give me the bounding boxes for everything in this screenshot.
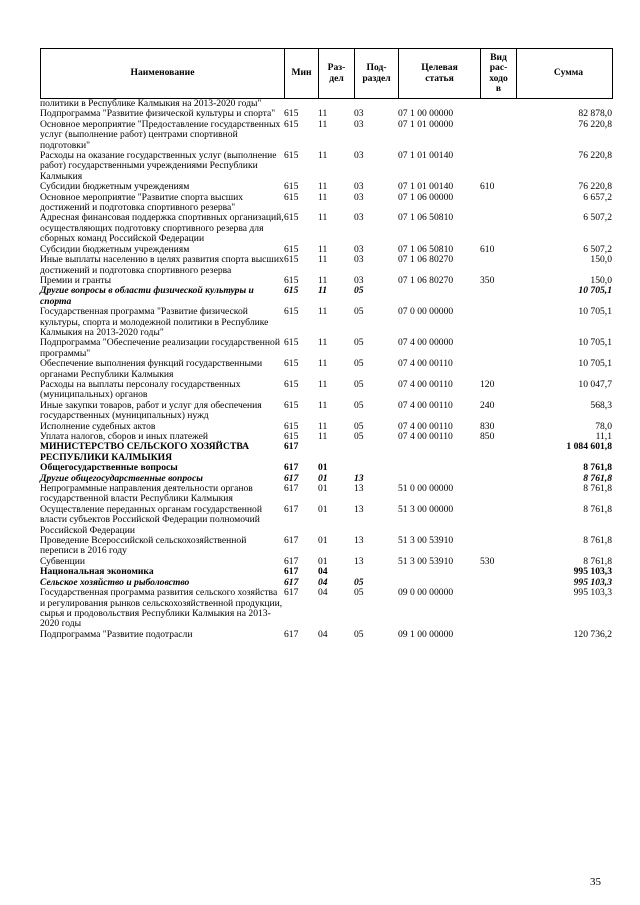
page-number: 35 <box>590 876 601 888</box>
row-podrazdel: 05 <box>354 431 364 442</box>
row-vid-rashodov <box>480 474 516 484</box>
row-razdel: 01 <box>318 535 328 547</box>
row-name: Национальная экономика <box>40 566 154 578</box>
row-name: Субсидии бюджетным учреждениям <box>40 181 190 193</box>
row-vid-rashodov <box>480 588 516 630</box>
row-podrazdel: 05 <box>354 337 364 349</box>
budget-table <box>40 99 612 640</box>
row-razdel: 11 <box>318 431 328 442</box>
row-vid-rashodov <box>480 213 516 244</box>
row-name: Общегосударственные вопросы <box>40 462 178 474</box>
row-podrazdel: 05 <box>354 420 364 432</box>
row-name: Государственная программа "Развитие физической культуры, спорта и молодежной политики в Республике Калмыкия на 2013-2020 годы" <box>40 306 269 338</box>
row-celevaya-statya <box>398 442 480 463</box>
row-summa: 995 103,3 <box>573 587 612 599</box>
row-min: 617 <box>284 566 299 578</box>
row-vid-rashodov <box>480 578 516 588</box>
table-row <box>40 307 612 338</box>
row-celevaya-statya: 07 1 01 00000 <box>398 118 454 130</box>
row-min: 615 <box>284 306 299 318</box>
row-vid-rashodov <box>480 109 516 119</box>
row-min: 615 <box>284 243 299 255</box>
row-razdel: 11 <box>318 181 328 193</box>
row-razdel: 11 <box>318 306 328 318</box>
table-row <box>40 151 612 182</box>
row-name: Обеспечение выполнения функций государственными органами Республики Калмыкия <box>40 358 263 380</box>
row-podrazdel <box>354 442 398 463</box>
row-name: Адресная финансовая поддержка спортивных организаций, осуществляющих подготовку спортивного резерва для сборных команд Российской Федерации <box>40 212 284 245</box>
row-podrazdel: 05 <box>354 576 364 588</box>
row-vid-rashodov <box>480 338 516 359</box>
row-summa: 10 047,7 <box>578 378 612 390</box>
row-summa: 150,0 <box>590 274 612 286</box>
row-celevaya-statya: 07 1 06 00000 <box>398 191 454 203</box>
row-min: 617 <box>284 587 299 599</box>
row-summa: 10 705,1 <box>578 306 612 318</box>
row-min: 615 <box>284 337 299 349</box>
row-razdel: 01 <box>318 462 328 474</box>
row-celevaya-statya: 51 3 00 53910 <box>398 535 454 547</box>
row-vid-rashodov: 240 <box>480 399 495 411</box>
table-row <box>40 588 612 630</box>
row-celevaya-statya: 07 4 00 00110 <box>398 420 453 432</box>
row-min: 615 <box>284 150 299 162</box>
row-razdel: 11 <box>318 274 328 286</box>
row-celevaya-statya: 51 3 00 53910 <box>398 555 454 567</box>
row-razdel: 11 <box>318 118 328 130</box>
row-summa: 76 220,8 <box>578 150 612 162</box>
row-celevaya-statya: 07 1 06 50810 <box>398 243 454 255</box>
row-name: Исполнение судебных актов <box>40 420 156 432</box>
row-name: Подпрограмма "Развитие подотрасли <box>40 628 193 640</box>
row-summa: 82 878,0 <box>578 108 612 120</box>
row-razdel: 01 <box>318 483 328 495</box>
row-summa: 995 103,3 <box>573 566 612 578</box>
row-razdel: 04 <box>318 628 328 640</box>
row-name: Другие общегосударственные вопросы <box>40 472 203 484</box>
row-celevaya-statya: 07 0 00 00000 <box>398 306 454 318</box>
row-podrazdel: 03 <box>354 212 364 224</box>
row-celevaya-statya <box>398 286 480 307</box>
row-min: 615 <box>284 108 299 120</box>
row-min: 615 <box>284 254 299 266</box>
table-row <box>40 213 612 244</box>
row-vid-rashodov <box>480 99 516 109</box>
row-min: 617 <box>284 441 299 453</box>
row-podrazdel: 03 <box>354 191 364 203</box>
row-min: 615 <box>284 358 299 370</box>
row-vid-rashodov: 120 <box>480 378 495 390</box>
row-name: Основное мероприятие "Предоставление государственных услуг (выполнение работ) центрами спортивной подготовки" <box>40 118 281 151</box>
row-vid-rashodov <box>480 536 516 557</box>
row-razdel: 01 <box>318 555 328 567</box>
row-celevaya-statya: 51 0 00 00000 <box>398 483 454 495</box>
row-podrazdel: 05 <box>354 285 364 297</box>
row-podrazdel: 03 <box>354 150 364 162</box>
row-summa: 8 761,8 <box>583 472 612 484</box>
row-celevaya-statya: 51 3 00 00000 <box>398 503 454 515</box>
row-razdel: 11 <box>318 420 328 432</box>
row-min: 617 <box>284 576 299 588</box>
row-name: Уплата налогов, сборов и иных платежей <box>40 431 209 442</box>
row-summa: 8 761,8 <box>583 555 612 567</box>
row-razdel: 11 <box>318 243 328 255</box>
row-razdel: 04 <box>318 587 328 599</box>
row-name: Иные выплаты населению в целях развития спорта высших достижений и подготовка спортивного резерва <box>40 254 284 276</box>
row-min: 617 <box>284 535 299 547</box>
row-name: Подпрограмма "Развитие физической культуры и спорта" <box>40 108 276 120</box>
row-min: 617 <box>284 555 299 567</box>
row-celevaya-statya: 07 4 00 00110 <box>398 399 453 411</box>
row-vid-rashodov <box>480 193 516 214</box>
row-vid-rashodov: 350 <box>480 274 495 286</box>
row-min: 615 <box>284 285 299 297</box>
row-min: 615 <box>284 399 299 411</box>
row-vid-rashodov <box>480 286 516 307</box>
row-vid-rashodov <box>480 442 516 463</box>
row-name: Иные закупки товаров, работ и услуг для обеспечения государственных (муниципальных) нужд <box>40 399 262 422</box>
table-row <box>40 401 612 422</box>
header-min: Мин <box>285 49 319 99</box>
row-min: 615 <box>284 431 299 442</box>
row-vid-rashodov: 610 <box>480 181 495 193</box>
row-summa: 10 705,1 <box>578 337 612 349</box>
row-summa: 150,0 <box>590 254 612 266</box>
row-vid-rashodov: 530 <box>480 555 495 567</box>
row-summa: 568,3 <box>590 399 612 411</box>
row-vid-rashodov: 850 <box>480 431 495 442</box>
header-name: Наименование <box>41 49 285 99</box>
row-name: Осуществление переданных органам государственной власти субъектов Российской Федерации полномочий Российской Федерации <box>40 503 262 536</box>
table-row <box>40 442 612 463</box>
row-podrazdel: 05 <box>354 587 364 599</box>
row-vid-rashodov <box>480 567 516 577</box>
row-name: Непрограммные направления деятельности органов государственной власти Республики Калмыкия <box>40 483 253 505</box>
row-summa: 76 220,8 <box>578 118 612 130</box>
row-celevaya-statya: 07 1 01 00140 <box>398 181 454 193</box>
header-summa: Сумма <box>517 49 613 99</box>
row-vid-rashodov <box>480 151 516 182</box>
row-celevaya-statya <box>398 463 480 473</box>
row-celevaya-statya: 07 1 01 00140 <box>398 150 454 162</box>
row-summa: 120 736,2 <box>573 628 612 640</box>
row-podrazdel: 13 <box>354 483 364 495</box>
row-min: 615 <box>284 212 299 224</box>
row-vid-rashodov <box>480 359 516 380</box>
row-name: Субвенции <box>40 555 85 567</box>
row-min: 617 <box>284 628 299 640</box>
table-header <box>40 48 613 99</box>
row-summa: 8 761,8 <box>583 535 612 547</box>
row-razdel: 11 <box>318 254 328 266</box>
row-podrazdel: 03 <box>354 243 364 255</box>
row-summa: 6 507,2 <box>583 243 612 255</box>
row-razdel: 11 <box>318 378 328 390</box>
row-min: 615 <box>284 191 299 203</box>
row-summa: 8 761,8 <box>583 483 612 495</box>
table-row <box>40 505 612 536</box>
row-razdel: 11 <box>318 399 328 411</box>
row-podrazdel: 03 <box>354 274 364 286</box>
row-name: МИНИСТЕРСТВО СЕЛЬСКОГО ХОЗЯЙСТВА РЕСПУБЛИКИ КАЛМЫКИЯ <box>40 441 250 463</box>
row-summa: 10 705,1 <box>578 285 612 297</box>
row-vid-rashodov <box>480 255 516 276</box>
row-summa: 8 761,8 <box>583 462 612 474</box>
row-podrazdel: 13 <box>354 535 364 547</box>
row-razdel: 01 <box>318 472 328 484</box>
row-razdel: 04 <box>318 566 328 578</box>
row-min: 615 <box>284 420 299 432</box>
row-min: 615 <box>284 274 299 286</box>
table-row <box>40 630 612 640</box>
row-razdel: 11 <box>318 191 328 203</box>
row-celevaya-statya: 09 0 00 00000 <box>398 587 454 599</box>
row-min: 617 <box>284 503 299 515</box>
table-row <box>40 286 612 307</box>
table-row <box>40 536 612 557</box>
row-podrazdel: 13 <box>354 472 364 484</box>
row-razdel: 01 <box>318 503 328 515</box>
row-name: Подпрограмма "Обеспечение реализации государственной программы" <box>40 337 280 359</box>
row-razdel: 11 <box>318 150 328 162</box>
row-name: Расходы на оказание государственных услуг (выполнение работ) государственными учреждениями Республики Калмыкия <box>40 150 277 182</box>
row-vid-rashodov <box>480 463 516 473</box>
row-podrazdel: 13 <box>354 503 364 515</box>
row-vid-rashodov <box>480 484 516 505</box>
row-razdel: 04 <box>318 576 328 588</box>
row-summa: 1 084 601,8 <box>566 441 612 453</box>
row-min: 615 <box>284 181 299 193</box>
row-name: Основное мероприятие "Развитие спорта высших достижений и подготовка спортивного резерва" <box>40 191 244 214</box>
row-min: 617 <box>284 483 299 495</box>
row-summa: 78,0 <box>595 420 612 432</box>
row-celevaya-statya: 09 1 00 00000 <box>398 628 454 640</box>
row-vid-rashodov <box>480 505 516 536</box>
row-min: 615 <box>284 378 299 390</box>
row-vid-rashodov <box>480 120 516 151</box>
row-podrazdel: 03 <box>354 108 364 120</box>
row-podrazdel: 05 <box>354 358 364 370</box>
row-podrazdel: 03 <box>354 181 364 193</box>
row-razdel: 11 <box>318 212 328 224</box>
row-razdel: 11 <box>318 337 328 349</box>
row-celevaya-statya: 07 4 00 00110 <box>398 358 453 370</box>
row-summa: 6 657,2 <box>583 191 612 203</box>
row-vid-rashodov: 830 <box>480 420 495 432</box>
table-row <box>40 359 612 380</box>
row-summa: 995 103,3 <box>573 576 612 588</box>
row-summa: 10 705,1 <box>578 358 612 370</box>
row-summa: 6 507,2 <box>583 212 612 224</box>
header-podrazdel: Под- раздел <box>355 49 399 99</box>
row-celevaya-statya: 07 1 00 00000 <box>398 108 454 120</box>
row-name: Сельское хозяйство и рыболовство <box>40 576 190 588</box>
row-razdel: 11 <box>318 358 328 370</box>
row-razdel: 11 <box>318 285 328 297</box>
row-podrazdel: 03 <box>354 118 364 130</box>
row-razdel <box>318 442 354 463</box>
row-vid-rashodov: 610 <box>480 243 495 255</box>
row-name: Субсидии бюджетным учреждениям <box>40 243 190 255</box>
row-podrazdel: 13 <box>354 555 364 567</box>
table-row <box>40 338 612 359</box>
row-summa: 76 220,8 <box>578 181 612 193</box>
header-razdel: Раз- дел <box>319 49 355 99</box>
row-name: Другие вопросы в области физической культуры и спорта <box>40 285 254 307</box>
row-podrazdel: 05 <box>354 399 364 411</box>
table-row <box>40 193 612 214</box>
row-podrazdel: 05 <box>354 306 364 318</box>
row-summa: 8 761,8 <box>583 503 612 515</box>
row-razdel: 11 <box>318 108 328 120</box>
row-name: политики в Республике Калмыкия на 2013-2020 годы" <box>40 98 262 109</box>
header-celevaya: Целевая статья <box>399 49 481 99</box>
row-name: Проведение Всероссийской сельскохозяйственной переписи в 2016 году <box>40 535 247 557</box>
row-celevaya-statya: 07 4 00 00110 <box>398 431 453 442</box>
row-name: Государственная программа развития сельского хозяйства и регулирования рынков сельскохозяйственной продукции, сырья и продовольствия Республики Калмыкия на 2013-2020 годы <box>40 587 283 630</box>
table-row <box>40 255 612 276</box>
row-min: 615 <box>284 118 299 130</box>
header-vid: Вид рас- ходо в <box>481 49 517 99</box>
row-celevaya-statya <box>398 567 480 577</box>
row-celevaya-statya: 07 4 00 00000 <box>398 337 454 349</box>
row-vid-rashodov <box>480 630 516 640</box>
row-celevaya-statya: 07 4 00 00110 <box>398 378 453 390</box>
row-min: 617 <box>284 462 299 474</box>
row-celevaya-statya: 07 1 06 80270 <box>398 274 454 286</box>
row-summa: 11,1 <box>595 431 612 442</box>
table-row <box>40 380 612 401</box>
row-name: Премии и гранты <box>40 274 112 286</box>
row-podrazdel: 05 <box>354 378 364 390</box>
table-row <box>40 484 612 505</box>
row-celevaya-statya: 07 1 06 50810 <box>398 212 454 224</box>
row-podrazdel: 03 <box>354 254 364 266</box>
table-row <box>40 120 612 151</box>
row-vid-rashodov <box>480 307 516 338</box>
row-celevaya-statya: 07 1 06 80270 <box>398 254 454 266</box>
row-podrazdel: 05 <box>354 628 364 640</box>
row-min: 617 <box>284 472 299 484</box>
row-name: Расходы на выплаты персоналу государственных (муниципальных) органов <box>40 378 241 401</box>
